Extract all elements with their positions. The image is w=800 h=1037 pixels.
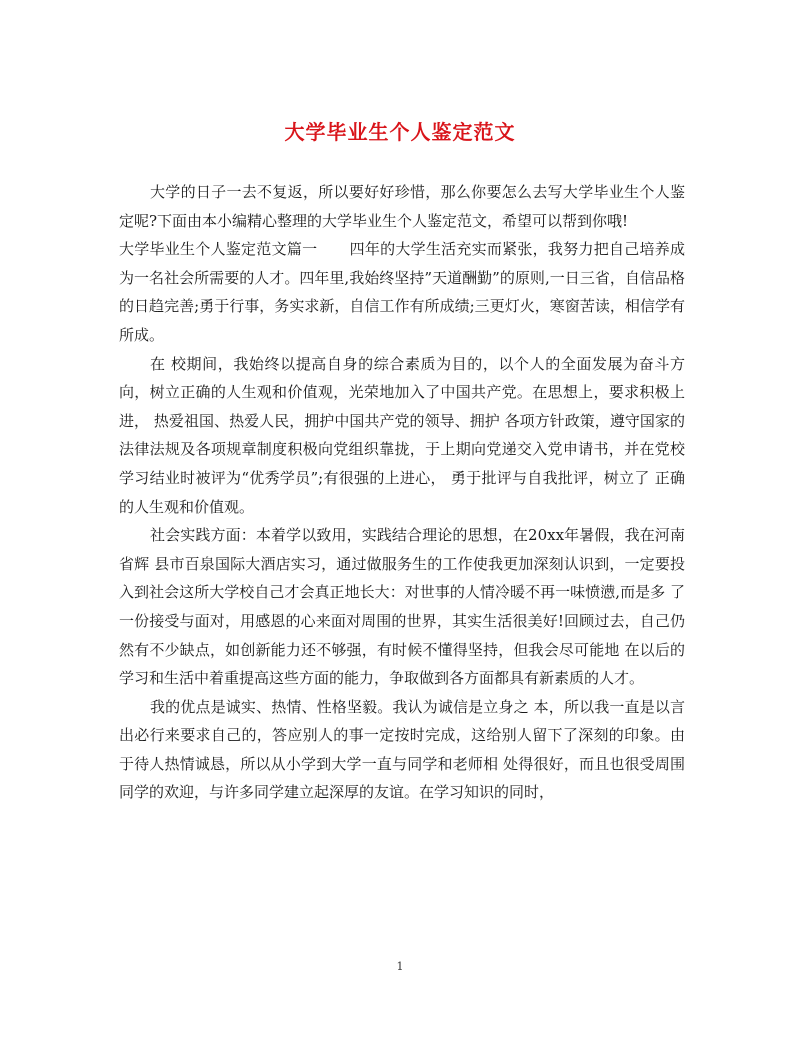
strengths-paragraph: 我的优点是诚实、热情、性格坚毅。我认为诚信是立身之 本，所以我一直是以言出必行来要求自己的，答应别人的事一定按时完成，这给别人留下了深刻的印象。由于待人热情诚恳，所以从小学到大学一直与同学和老师相 处得很好，而且也很受周围同学的欢迎，与许多同学建立起深厚的友谊。在学习知识的同时， — [119, 697, 685, 802]
social-practice-paragraph: 社会实践方面：本着学以致用，实践结合理论的思想，在20xx年暑假，我在河南省辉 县市百泉国际大酒店实习，通过做服务生的工作使我更加深刻认识到，一定要投入到社会这所大学校自己才会真正地长大：对世事的人情冷暖不再一味愤懑,而是多 了一份接受与面对，用感恩的心来面对周围的世界，其实生活很美好!回顾过去，自己仍然有不少缺点，如创新能力还不够强，有时候不懂得坚持，但我会尽可能地 在以后的学习和生活中着重提高这些方面的能力，争取做到各方面都具有新素质的人才。 — [119, 526, 685, 688]
document-title: 大学毕业生个人鉴定范文 — [284, 120, 516, 144]
section-one-paragraph — [119, 235, 685, 349]
page-number: 1 — [396, 960, 404, 973]
section-one-text: 四年的大学生活充实而紧张，我努力把自己培养成为一名社会所需要的人才。四年里,我始终坚持”天道酬勤”的原则,一日三省，自信品格的日趋完善;勇于行事，务实求新，自信工作有所成绩;三更灯火，寒窗苦读，相信学有所成。 — [119, 240, 685, 344]
intro-paragraph: 大学的日子一去不复返，所以要好好珍惜，那么你要怎么去写大学毕业生个人鉴定呢?下面由本小编精心整理的大学毕业生个人鉴定范文，希望可以帮到你哦! — [119, 183, 685, 230]
section-heading: 大学毕业生个人鉴定范文篇一 — [119, 240, 318, 259]
document-body — [119, 178, 685, 807]
school-period-paragraph: 在 校期间，我始终以提高自身的综合素质为目的，以个人的全面发展为奋斗方向，树立正确的人生观和价值观，光荣地加入了中国共产党。在思想上，要求积极上进， 热爱祖国、热爱人民，拥护中国共产党的领导、拥护 各项方针政策，遵守国家的法律法规及各项规章制度积极向党组织靠拢，于上期向党递交入党申请书，并在党校学习结业时被评为“优秀学员”;有很强的上进心， 勇于批评与自我批评，树立了 正确的人生观和价值观。 — [119, 354, 685, 516]
